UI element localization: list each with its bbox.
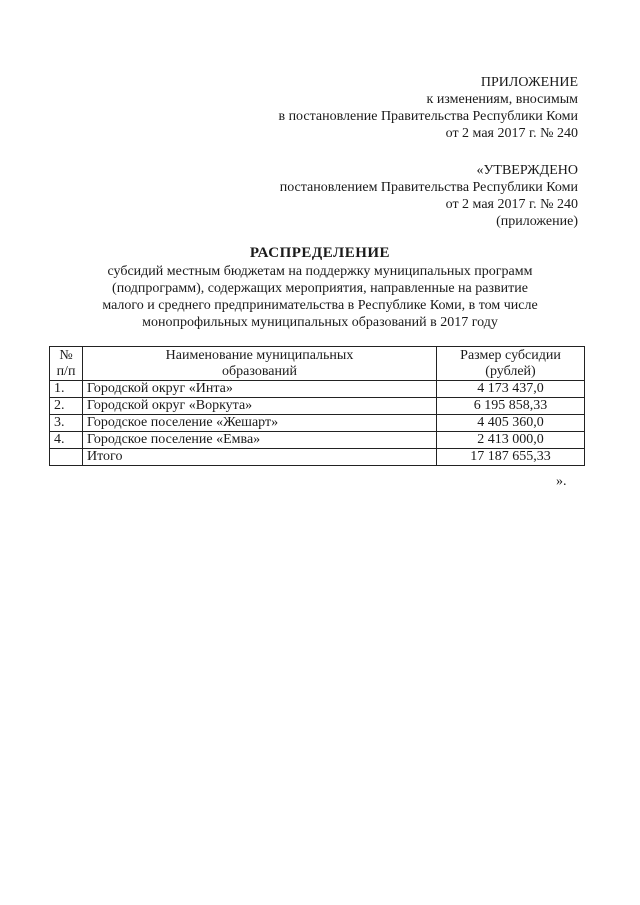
row-amount: 4 405 360,0 (437, 415, 585, 432)
row-name: Городское поселение «Емва» (83, 432, 437, 449)
approved-header (280, 162, 578, 230)
subtitle-line: субсидий местным бюджетам на поддержку муниципальных программ (107, 264, 533, 279)
row-name: Городской округ «Инта» (83, 381, 437, 398)
row-amount: 4 173 437,0 (437, 381, 585, 398)
header-num: № п/п (50, 347, 83, 381)
subtitle-line: монопрофильных муниципальных образований в 2017 году (142, 315, 498, 330)
approved-date: от 2 мая 2017 г. № 240 (445, 197, 578, 212)
appendix-line: в постановление Правительства Республики Коми (278, 109, 578, 124)
approved-line: постановлением Правительства Республики Коми (279, 180, 578, 195)
document-title: РАСПРЕДЕЛЕНИЕ (249, 245, 391, 261)
total-label: Итого (83, 449, 437, 466)
table-header-row (50, 347, 585, 381)
table-row (50, 432, 585, 449)
row-num: 3. (50, 415, 83, 432)
row-amount: 2 413 000,0 (437, 432, 585, 449)
table-row (50, 415, 585, 432)
document-subtitle (60, 263, 580, 331)
approved-title: «УТВЕРЖДЕНО (476, 163, 578, 178)
table-row (50, 398, 585, 415)
header-name: Наименование муниципальных образований (83, 347, 437, 381)
table-row (50, 381, 585, 398)
table-total-row (50, 449, 585, 466)
subtitle-line: малого и среднего предпринимательства в Республике Коми, в том числе (102, 298, 538, 313)
appendix-title: ПРИЛОЖЕНИЕ (480, 75, 578, 90)
row-num: 1. (50, 381, 83, 398)
approved-note: (приложение) (496, 214, 578, 229)
row-name: Городское поселение «Жешарт» (83, 415, 437, 432)
total-num (50, 449, 83, 466)
appendix-date: от 2 мая 2017 г. № 240 (445, 126, 578, 141)
subsidy-table (49, 346, 585, 466)
row-num: 4. (50, 432, 83, 449)
row-num: 2. (50, 398, 83, 415)
subtitle-line: (подпрограмм), содержащих мероприятия, направленные на развитие (112, 281, 528, 296)
row-amount: 6 195 858,33 (437, 398, 585, 415)
appendix-header (278, 74, 578, 142)
closing-quote: ». (556, 474, 567, 489)
row-name: Городской округ «Воркута» (83, 398, 437, 415)
total-amount: 17 187 655,33 (437, 449, 585, 466)
appendix-line: к изменениям, вносимым (426, 92, 578, 107)
header-amount: Размер субсидии (рублей) (437, 347, 585, 381)
